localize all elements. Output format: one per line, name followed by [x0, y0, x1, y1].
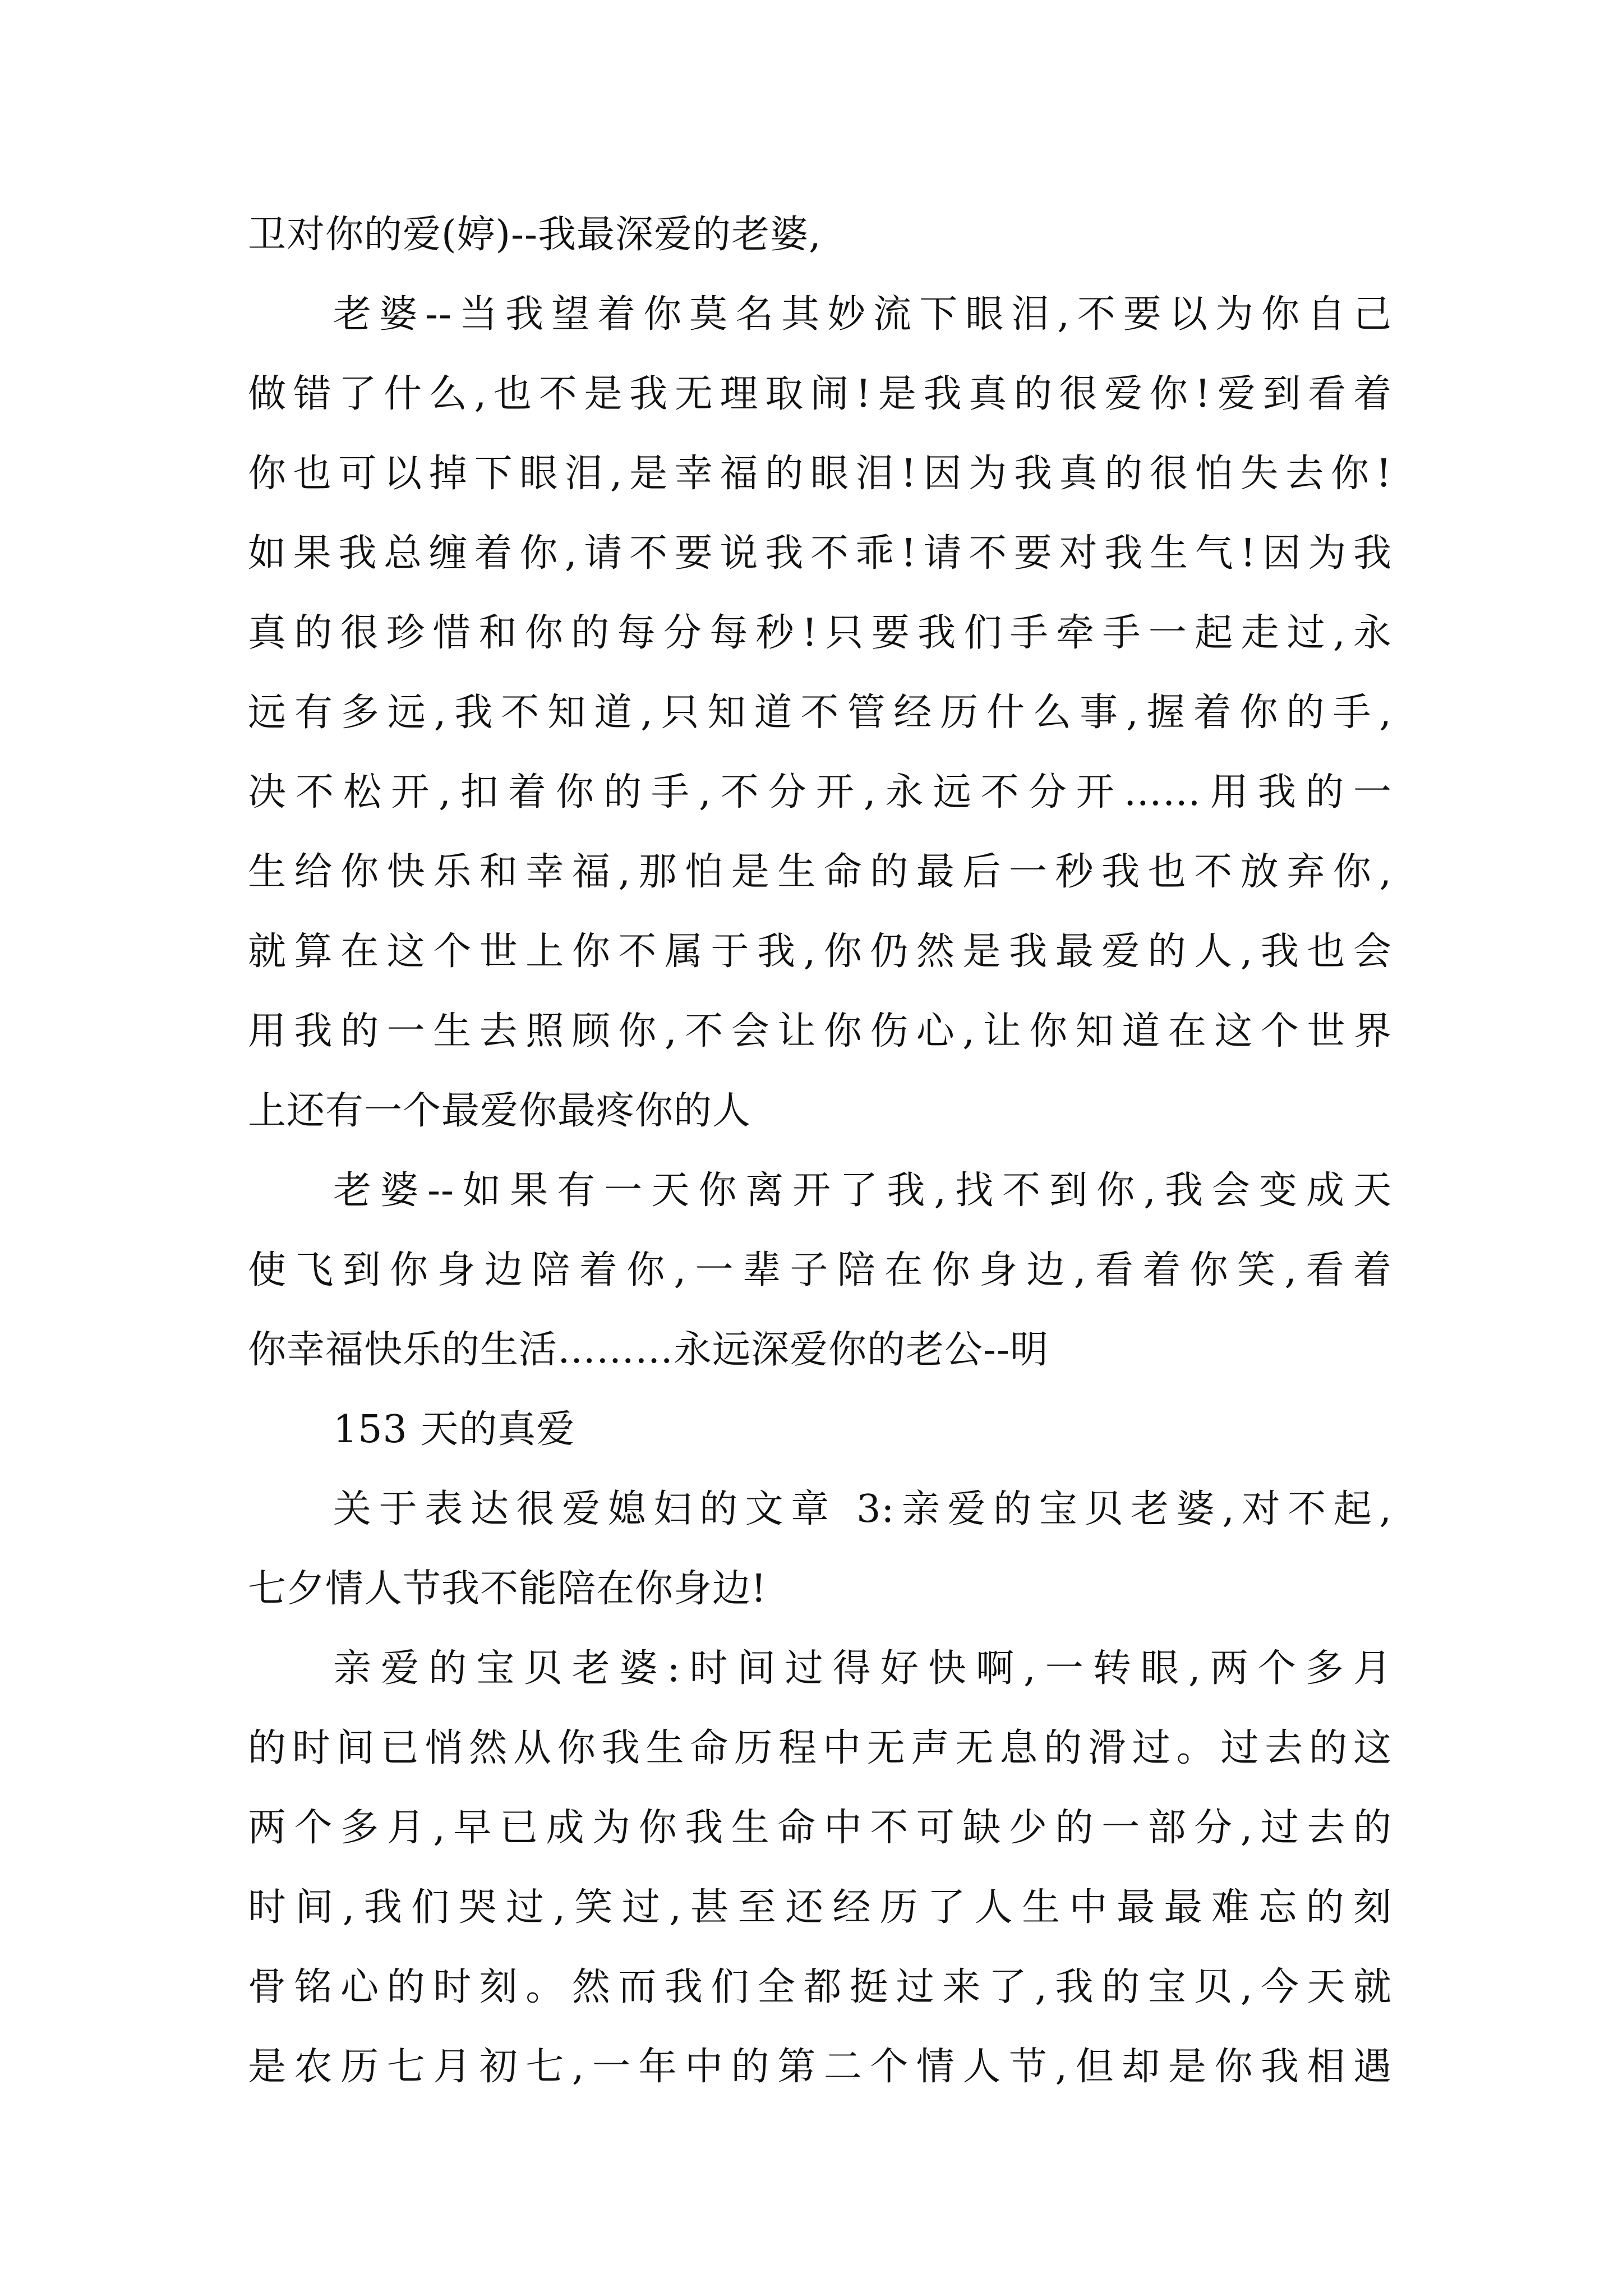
- text-line: 使飞到你身边陪着你,一辈子陪在你身边,看着你笑,看着: [248, 1248, 1392, 1292]
- text-line: 用我的一生去照顾你,不会让你伤心,让你知道在这个世界: [248, 1009, 1392, 1053]
- text-line: 生给你快乐和幸福,那怕是生命的最后一秒我也不放弃你,: [248, 850, 1392, 894]
- text-line: 就算在这个世上你不属于我,你仍然是我最爱的人,我也会: [248, 930, 1392, 974]
- text-line: 决不松开,扣着你的手,不分开,永远不分开……用我的一: [248, 770, 1392, 815]
- text-line: 骨铭心的时刻。然而我们全都挺过来了,我的宝贝,今天就: [248, 1965, 1392, 2009]
- text-line: 时间,我们哭过,笑过,甚至还经历了人生中最最难忘的刻: [248, 1885, 1392, 1930]
- section-heading: 153 天的真爱: [333, 1407, 575, 1452]
- text-line: 如果我总缠着你,请不要说我不乖!请不要对我生气!因为我: [248, 531, 1392, 576]
- text-line: 做错了什么,也不是我无理取闹!是我真的很爱你!爱到看着: [248, 372, 1392, 416]
- text-line: 是农历七月初七,一年中的第二个情人节,但却是你我相遇: [248, 2045, 1392, 2089]
- text-line: 关于表达很爱媳妇的文章 3:亲爱的宝贝老婆,对不起,: [333, 1487, 1392, 1531]
- text-line: 你幸福快乐的生活………永远深爱你的老公--明: [248, 1328, 1049, 1372]
- text-line: 亲爱的宝贝老婆:时间过得好快啊,一转眼,两个多月: [333, 1646, 1392, 1691]
- text-line: 你也可以掉下眼泪,是幸福的眼泪!因为我真的很怕失去你!: [248, 452, 1392, 496]
- text-line: 上还有一个最爱你最疼你的人: [248, 1089, 751, 1133]
- text-line: 卫对你的爱(婷)--我最深爱的老婆,: [248, 213, 822, 257]
- text-line: 老婆--如果有一天你离开了我,找不到你,我会变成天: [333, 1168, 1392, 1213]
- text-line: 的时间已悄然从你我生命历程中无声无息的滑过。过去的这: [248, 1726, 1392, 1770]
- text-line: 远有多远,我不知道,只知道不管经历什么事,握着你的手,: [248, 691, 1392, 735]
- document-page: [248, 195, 1392, 2107]
- text-line: 两个多月,早已成为你我生命中不可缺少的一部分,过去的: [248, 1806, 1392, 1850]
- text-line: 老婆--当我望着你莫名其妙流下眼泪,不要以为你自己: [333, 292, 1392, 337]
- text-line: 真的很珍惜和你的每分每秒!只要我们手牵手一起走过,永: [248, 611, 1392, 655]
- text-line: 七夕情人节我不能陪在你身边!: [248, 1567, 767, 1611]
